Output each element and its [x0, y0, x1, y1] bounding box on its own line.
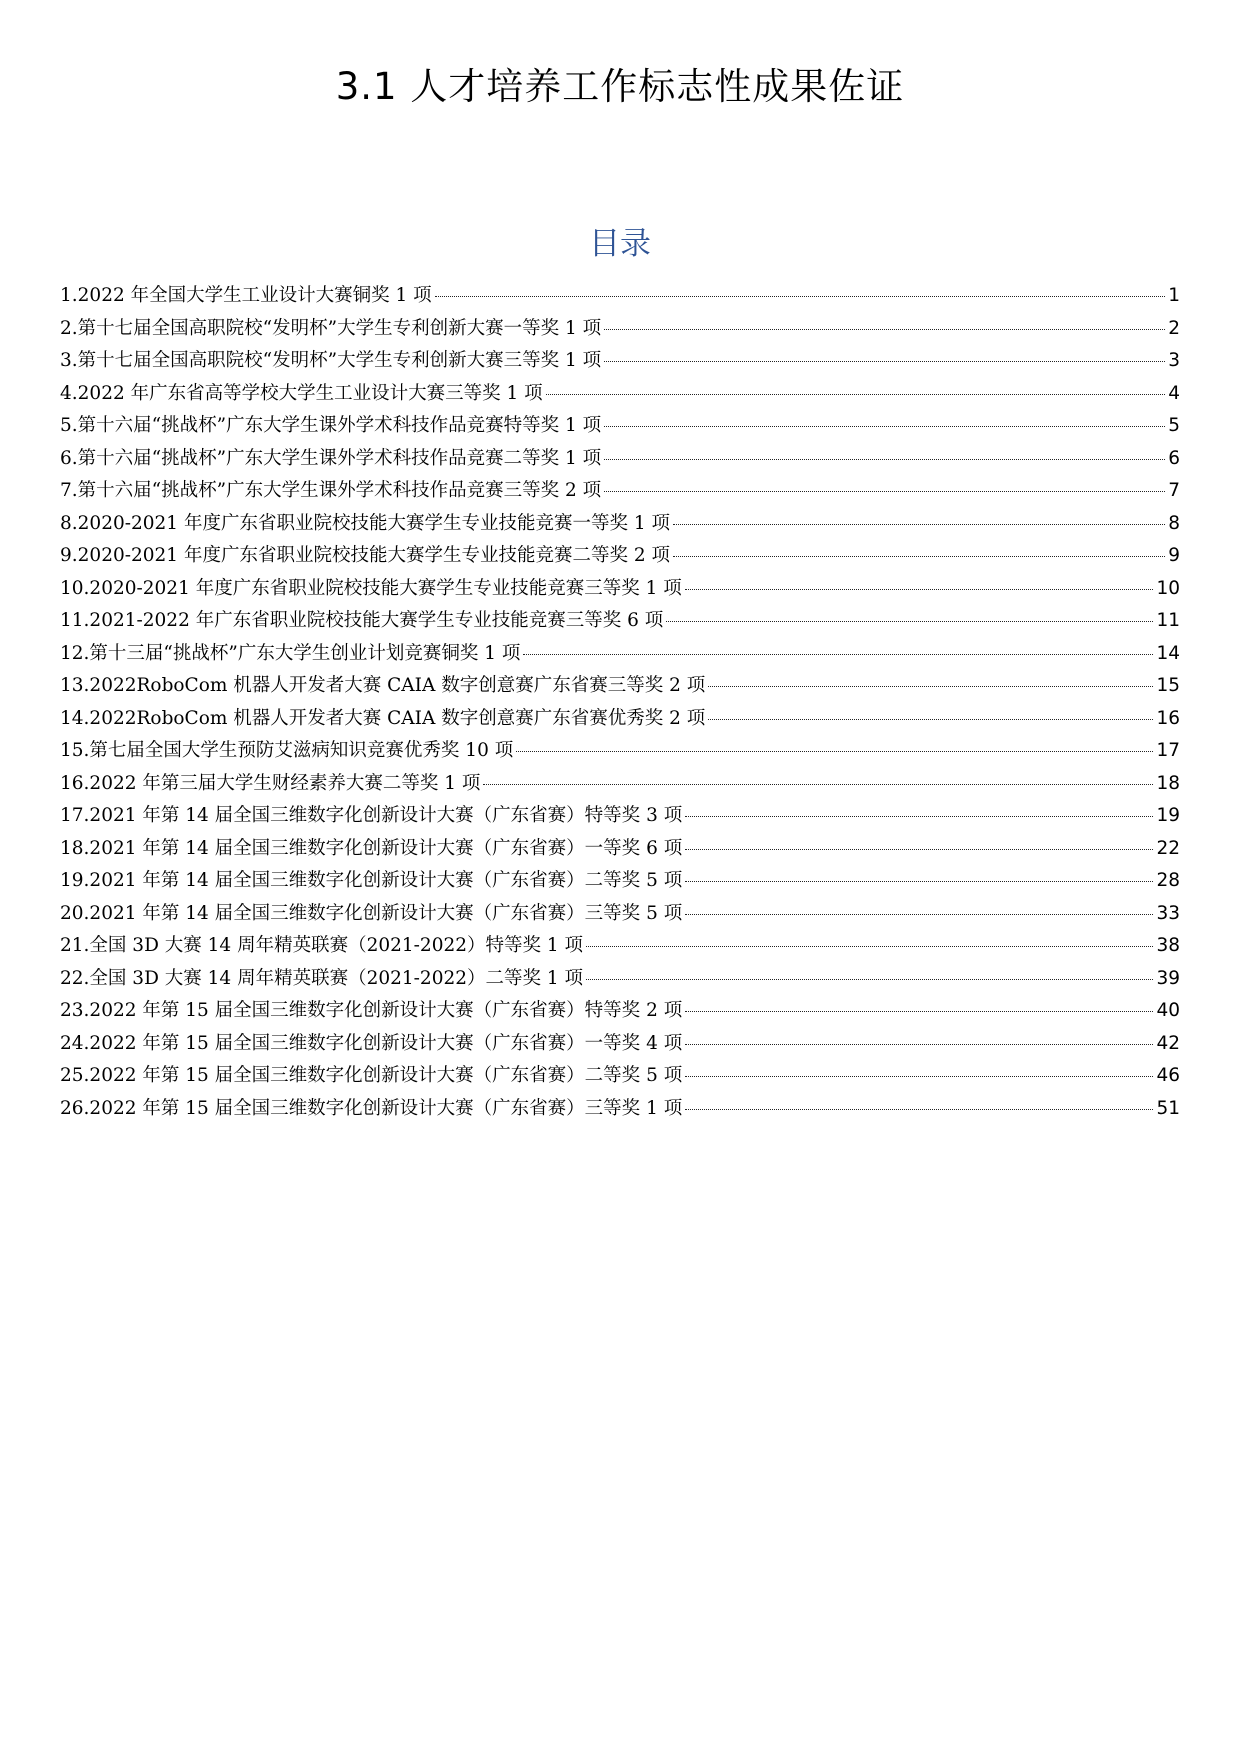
toc-entry-page-number: 10 — [1156, 577, 1180, 599]
toc-entry-page-number: 2 — [1168, 317, 1180, 339]
toc-entry[interactable] — [60, 540, 1180, 573]
toc-entry[interactable] — [60, 573, 1180, 606]
toc-entry-page-number: 22 — [1156, 837, 1180, 859]
toc-entry-text: 9.2020-2021 年度广东省职业院校技能大赛学生专业技能竞赛二等奖 2 项 — [60, 545, 670, 566]
toc-entry-page-number: 9 — [1168, 545, 1180, 566]
toc-dot-leader — [685, 1011, 1153, 1012]
toc-entry-page-number: 42 — [1156, 1032, 1180, 1054]
toc-entry[interactable] — [60, 833, 1180, 866]
toc-entry-text: 10.2020-2021 年度广东省职业院校技能大赛学生专业技能竞赛三等奖 1 项 — [60, 577, 682, 599]
toc-dot-leader — [685, 914, 1153, 915]
toc-entry[interactable] — [60, 800, 1180, 833]
toc-dot-leader — [685, 881, 1153, 882]
toc-dot-leader — [586, 979, 1153, 980]
toc-dot-leader — [685, 1109, 1153, 1110]
toc-entry-page-number: 19 — [1156, 805, 1180, 826]
toc-entry[interactable] — [60, 313, 1180, 346]
toc-entry-page-number: 40 — [1156, 1000, 1180, 1021]
toc-entry[interactable] — [60, 378, 1180, 411]
toc-dot-leader — [523, 654, 1153, 655]
toc-dot-leader — [685, 1044, 1153, 1045]
toc-entry-text: 24.2022 年第 15 届全国三维数字化创新设计大赛（广东省赛）一等奖 4 项 — [60, 1032, 683, 1054]
toc-dot-leader — [708, 719, 1153, 720]
toc-entry-text: 3.第十七届全国高职院校“发明杯”大学生专利创新大赛三等奖 1 项 — [60, 350, 602, 371]
toc-entry-text: 5.第十六届“挑战杯”广东大学生课外学术科技作品竞赛特等奖 1 项 — [60, 415, 602, 436]
toc-entry-text: 22.全国 3D 大赛 14 周年精英联赛（2021-2022）二等奖 1 项 — [60, 967, 584, 989]
toc-entry-text: 11.2021-2022 年广东省职业院校技能大赛学生专业技能竞赛三等奖 6 项 — [60, 610, 664, 631]
table-of-contents — [60, 280, 1180, 1125]
toc-entry[interactable] — [60, 963, 1180, 996]
toc-dot-leader — [435, 296, 1166, 297]
toc-entry-page-number: 17 — [1156, 740, 1180, 761]
toc-entry[interactable] — [60, 1028, 1180, 1061]
toc-dot-leader — [708, 686, 1153, 687]
toc-entry-page-number: 5 — [1168, 415, 1180, 436]
toc-entry[interactable] — [60, 345, 1180, 378]
toc-entry-text: 23.2022 年第 15 届全国三维数字化创新设计大赛（广东省赛）特等奖 2 项 — [60, 1000, 683, 1021]
toc-entry-text: 25.2022 年第 15 届全国三维数字化创新设计大赛（广东省赛）二等奖 5 项 — [60, 1065, 683, 1086]
toc-heading: 目录 — [589, 226, 651, 262]
toc-dot-leader — [546, 394, 1166, 395]
toc-dot-leader — [604, 491, 1165, 492]
toc-entry-text: 17.2021 年第 14 届全国三维数字化创新设计大赛（广东省赛）特等奖 3 项 — [60, 805, 683, 826]
toc-entry-text: 26.2022 年第 15 届全国三维数字化创新设计大赛（广东省赛）三等奖 1 项 — [60, 1097, 683, 1119]
toc-entry-page-number: 18 — [1156, 772, 1180, 794]
toc-dot-leader — [673, 556, 1165, 557]
toc-entry[interactable] — [60, 475, 1180, 508]
toc-dot-leader — [666, 621, 1153, 622]
toc-entry-text: 18.2021 年第 14 届全国三维数字化创新设计大赛（广东省赛）一等奖 6 项 — [60, 837, 683, 859]
toc-entry-page-number: 11 — [1156, 610, 1180, 631]
toc-entry[interactable] — [60, 1093, 1180, 1126]
toc-dot-leader — [586, 946, 1153, 947]
toc-entry-text: 1.2022 年全国大学生工业设计大赛铜奖 1 项 — [60, 285, 432, 306]
toc-dot-leader — [483, 784, 1153, 785]
toc-entry[interactable] — [60, 865, 1180, 898]
toc-entry[interactable] — [60, 995, 1180, 1028]
toc-entry[interactable] — [60, 508, 1180, 541]
toc-entry-page-number: 14 — [1156, 642, 1180, 664]
toc-entry-page-number: 28 — [1156, 870, 1180, 891]
toc-entry-text: 21.全国 3D 大赛 14 周年精英联赛（2021-2022）特等奖 1 项 — [60, 935, 584, 956]
toc-entry-text: 2.第十七届全国高职院校“发明杯”大学生专利创新大赛一等奖 1 项 — [60, 317, 602, 339]
toc-entry-page-number: 46 — [1156, 1065, 1180, 1086]
toc-entry-text: 13.2022RoboCom 机器人开发者大赛 CAIA 数字创意赛广东省赛三等奖 2 项 — [60, 675, 706, 696]
toc-entry[interactable] — [60, 703, 1180, 736]
toc-entry-text: 7.第十六届“挑战杯”广东大学生课外学术科技作品竞赛三等奖 2 项 — [60, 480, 602, 501]
toc-entry[interactable] — [60, 735, 1180, 768]
toc-entry[interactable] — [60, 898, 1180, 931]
toc-entry[interactable] — [60, 410, 1180, 443]
toc-entry[interactable] — [60, 280, 1180, 313]
toc-entry-text: 20.2021 年第 14 届全国三维数字化创新设计大赛（广东省赛）三等奖 5 项 — [60, 902, 683, 924]
toc-entry-text: 12.第十三届“挑战杯”广东大学生创业计划竞赛铜奖 1 项 — [60, 642, 521, 664]
toc-entry-text: 15.第七届全国大学生预防艾滋病知识竞赛优秀奖 10 项 — [60, 740, 514, 761]
toc-entry-page-number: 8 — [1168, 512, 1180, 534]
toc-entry[interactable] — [60, 638, 1180, 671]
toc-entry-text: 4.2022 年广东省高等学校大学生工业设计大赛三等奖 1 项 — [60, 382, 543, 404]
toc-dot-leader — [685, 849, 1153, 850]
toc-entry-page-number: 7 — [1168, 480, 1180, 501]
toc-entry-page-number: 1 — [1168, 285, 1180, 306]
toc-entry-text: 14.2022RoboCom 机器人开发者大赛 CAIA 数字创意赛广东省赛优秀奖 2 项 — [60, 707, 706, 729]
toc-entry-page-number: 16 — [1156, 707, 1180, 729]
toc-entry[interactable] — [60, 443, 1180, 476]
toc-entry[interactable] — [60, 768, 1180, 801]
toc-entry-page-number: 15 — [1156, 675, 1180, 696]
toc-entry[interactable] — [60, 605, 1180, 638]
toc-dot-leader — [673, 524, 1165, 525]
toc-entry-page-number: 33 — [1156, 902, 1180, 924]
toc-entry-text: 6.第十六届“挑战杯”广东大学生课外学术科技作品竞赛二等奖 1 项 — [60, 447, 602, 469]
toc-entry-text: 19.2021 年第 14 届全国三维数字化创新设计大赛（广东省赛）二等奖 5 项 — [60, 870, 683, 891]
toc-entry[interactable] — [60, 930, 1180, 963]
toc-dot-leader — [604, 426, 1165, 427]
toc-entry[interactable] — [60, 1060, 1180, 1093]
toc-dot-leader — [685, 816, 1153, 817]
toc-entry-page-number: 38 — [1156, 935, 1180, 956]
toc-dot-leader — [516, 751, 1153, 752]
toc-dot-leader — [604, 329, 1165, 330]
toc-dot-leader — [685, 1076, 1153, 1077]
toc-entry-text: 8.2020-2021 年度广东省职业院校技能大赛学生专业技能竞赛一等奖 1 项 — [60, 512, 670, 534]
toc-dot-leader — [604, 361, 1165, 362]
toc-entry-page-number: 6 — [1168, 447, 1180, 469]
toc-entry-page-number: 39 — [1156, 967, 1180, 989]
toc-entry-page-number: 3 — [1168, 350, 1180, 371]
toc-entry-text: 16.2022 年第三届大学生财经素养大赛二等奖 1 项 — [60, 772, 481, 794]
toc-dot-leader — [604, 459, 1165, 460]
toc-entry-page-number: 4 — [1168, 382, 1180, 404]
toc-dot-leader — [685, 589, 1154, 590]
toc-entry[interactable] — [60, 670, 1180, 703]
toc-entry-page-number: 51 — [1156, 1097, 1180, 1119]
document-title: 3.1 人才培养工作标志性成果佐证 — [335, 65, 905, 108]
